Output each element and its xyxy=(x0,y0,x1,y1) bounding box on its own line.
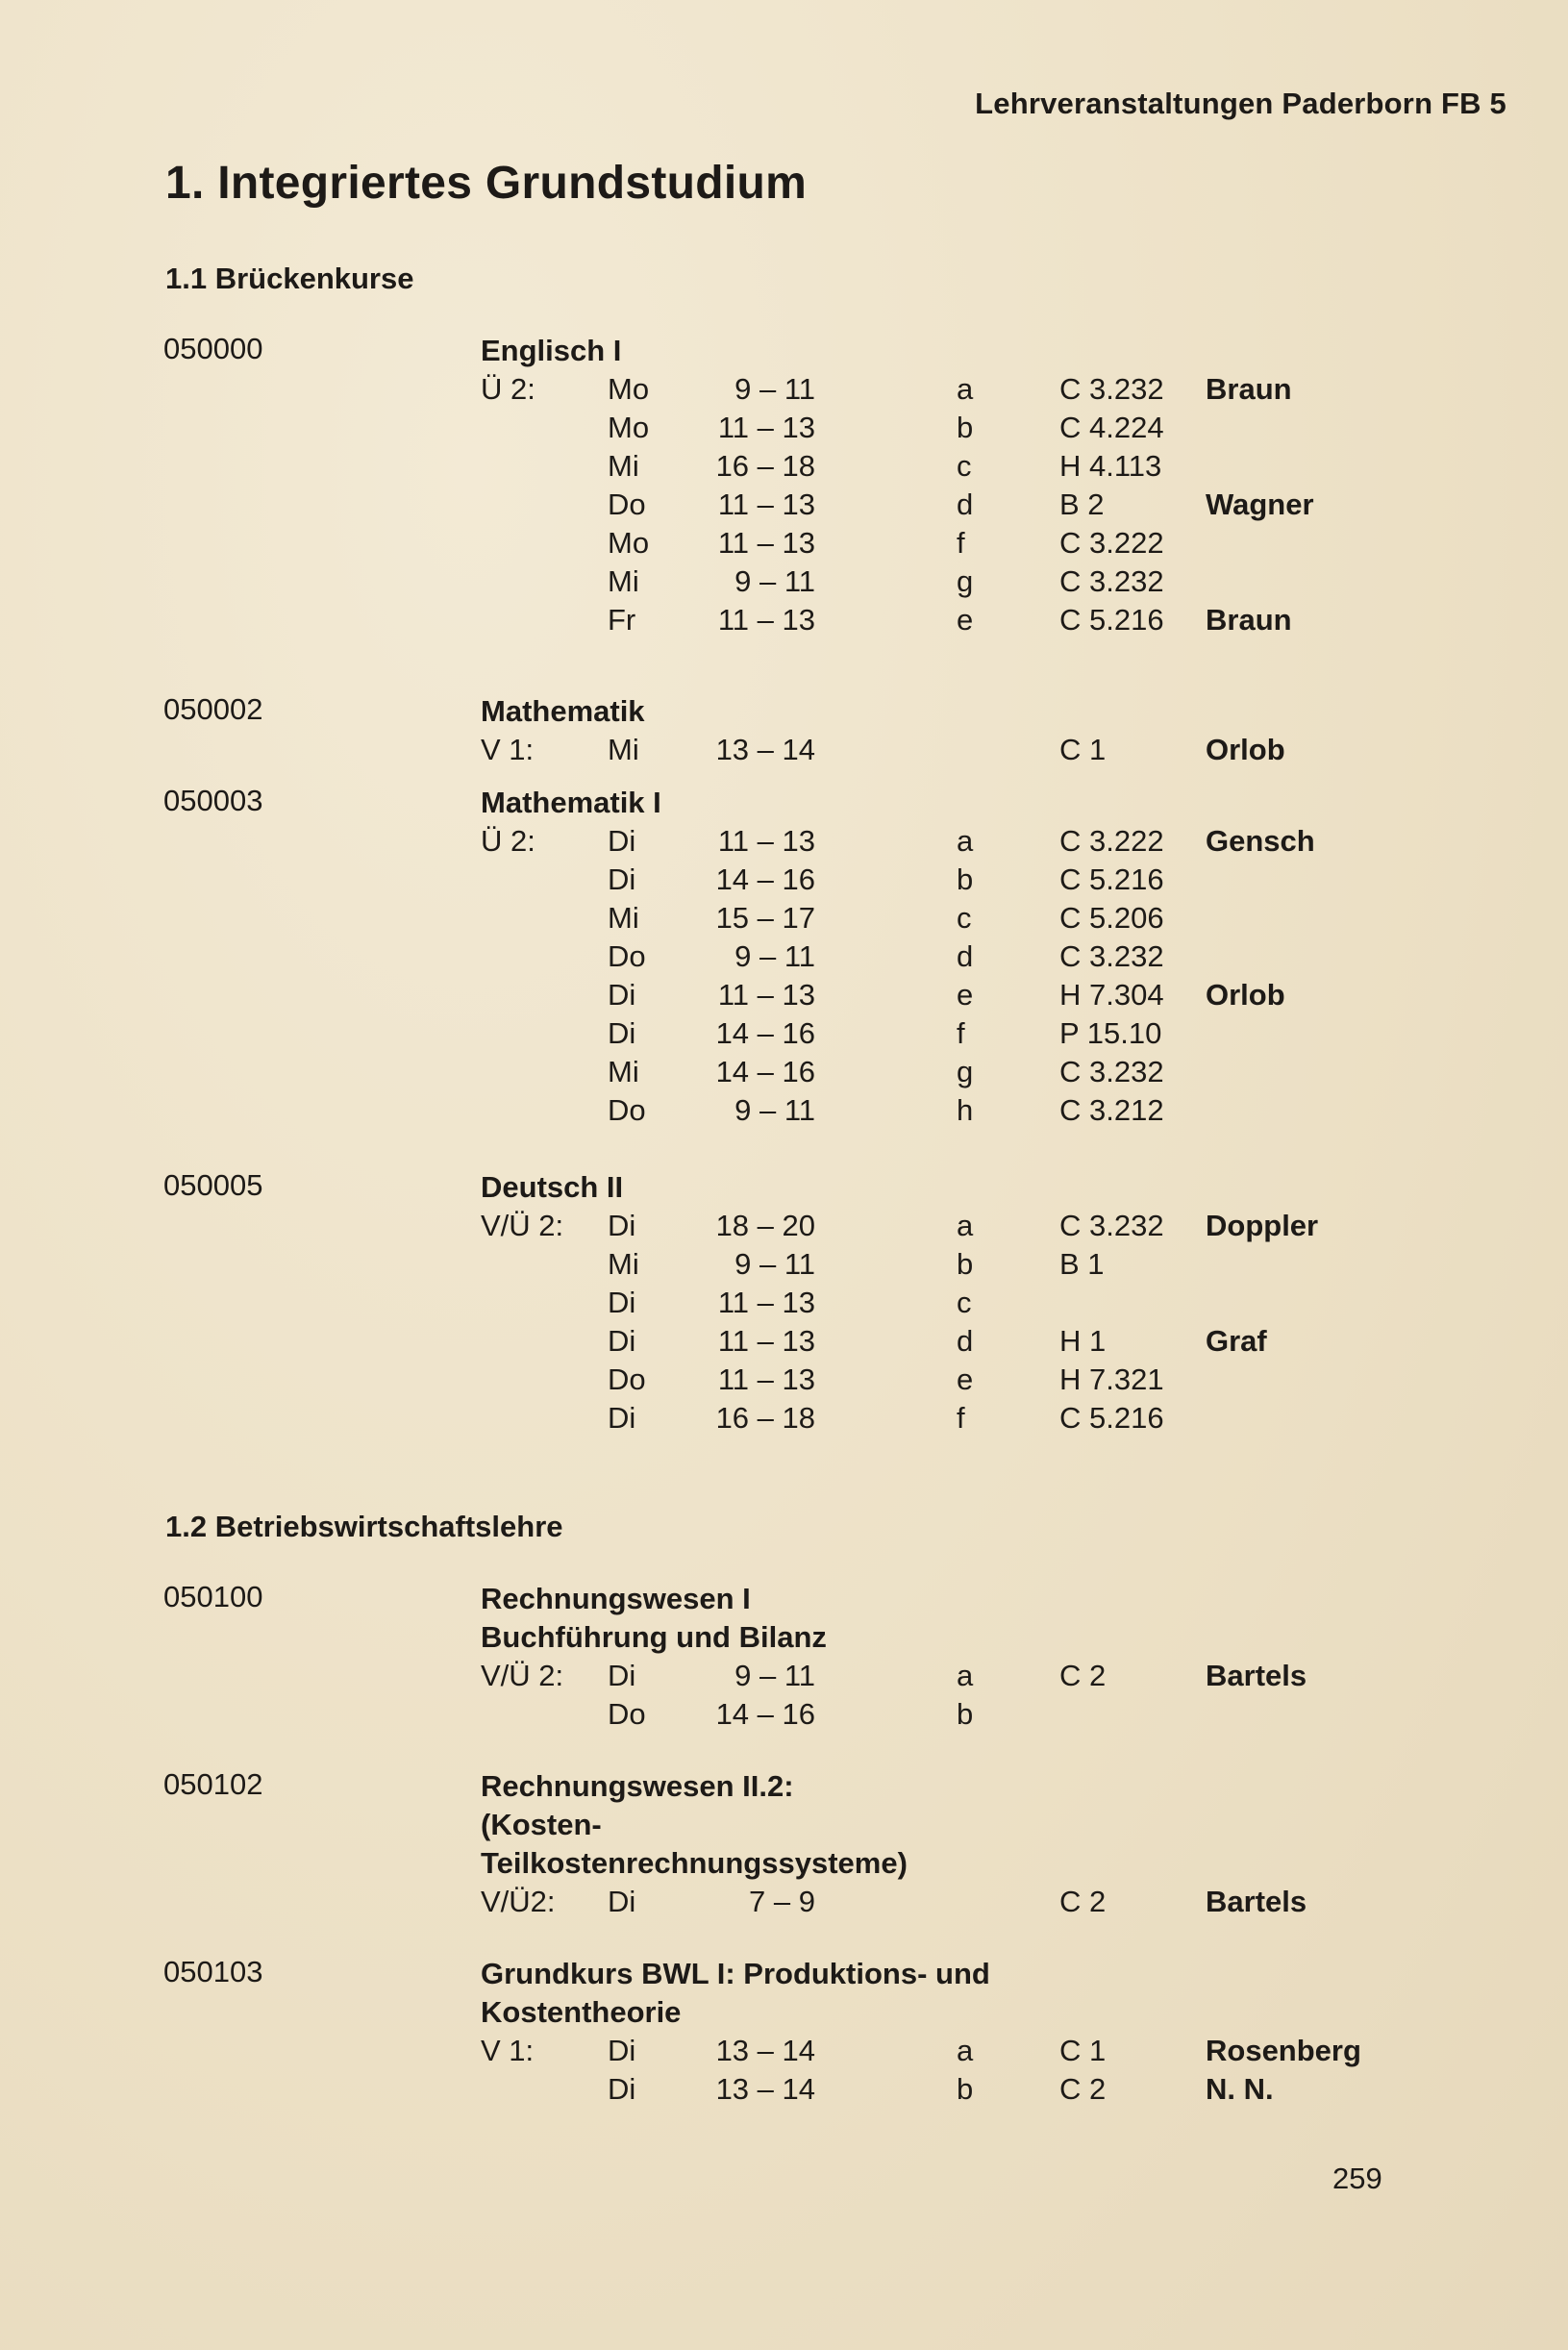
instructor: Braun xyxy=(1206,372,1292,406)
session-type: Ü 2: xyxy=(481,372,535,406)
schedule-row xyxy=(0,1091,1568,1130)
session-type: V/Ü 2: xyxy=(481,1209,564,1242)
weekday: Mo xyxy=(608,411,650,444)
room: H 7.304 xyxy=(1059,978,1164,1012)
room: C 1 xyxy=(1059,733,1107,766)
weekday: Di xyxy=(608,1324,636,1358)
time-slot: 11 – 13 xyxy=(717,1286,815,1319)
instructor: Bartels xyxy=(1206,1659,1307,1692)
schedule-row xyxy=(0,1245,1568,1284)
time-slot: 9 – 11 xyxy=(734,939,815,973)
schedule-row xyxy=(0,938,1568,976)
time-slot: 14 – 16 xyxy=(715,862,815,896)
schedule-row xyxy=(0,370,1568,409)
schedule-row xyxy=(0,1695,1568,1734)
group-letter: b xyxy=(957,1247,974,1281)
room: C 5.216 xyxy=(1059,1401,1164,1435)
instructor: Graf xyxy=(1206,1324,1267,1358)
time-slot: 14 – 16 xyxy=(715,1697,815,1731)
room: B 1 xyxy=(1059,1247,1105,1281)
course-title: Grundkurs BWL I: Produktions- und xyxy=(481,1957,990,1990)
instructor: Gensch xyxy=(1206,824,1315,858)
group-letter: a xyxy=(957,1659,974,1692)
time-slot: 14 – 16 xyxy=(715,1055,815,1088)
weekday: Di xyxy=(608,1401,636,1435)
weekday: Mi xyxy=(608,564,639,598)
room: C 5.216 xyxy=(1059,603,1164,637)
course-title: Buchführung und Bilanz xyxy=(481,1620,827,1654)
schedule-row xyxy=(0,524,1568,562)
weekday: Do xyxy=(608,1362,646,1396)
time-slot: 14 – 16 xyxy=(715,1016,815,1050)
session-type: V 1: xyxy=(481,733,535,766)
course-title: Teilkostenrechnungssysteme) xyxy=(481,1846,908,1880)
group-letter: b xyxy=(957,2072,974,2106)
room: C 5.216 xyxy=(1059,862,1164,896)
instructor: N. N. xyxy=(1206,2072,1274,2106)
session-type: V/Ü 2: xyxy=(481,1659,564,1692)
room: C 1 xyxy=(1059,2034,1107,2067)
weekday: Di xyxy=(608,978,636,1012)
time-slot: 16 – 18 xyxy=(715,449,815,483)
time-slot: 11 – 13 xyxy=(717,526,815,560)
time-slot: 15 – 17 xyxy=(715,901,815,935)
schedule-row xyxy=(0,976,1568,1014)
schedule-row xyxy=(0,601,1568,639)
room: C 2 xyxy=(1059,1659,1107,1692)
room: C 3.232 xyxy=(1059,372,1164,406)
weekday: Di xyxy=(608,1016,636,1050)
group-letter: a xyxy=(957,1209,974,1242)
room: C 3.232 xyxy=(1059,939,1164,973)
schedule-row xyxy=(0,1883,1568,1921)
room: C 3.222 xyxy=(1059,526,1164,560)
time-slot: 18 – 20 xyxy=(715,1209,815,1242)
time-slot: 11 – 13 xyxy=(717,488,815,521)
weekday: Mo xyxy=(608,372,650,406)
course-title: Englisch I xyxy=(481,334,622,367)
schedule-row xyxy=(0,1399,1568,1438)
group-letter: d xyxy=(957,488,974,521)
time-slot: 9 – 11 xyxy=(734,1659,815,1692)
instructor: Doppler xyxy=(1206,1209,1319,1242)
room: C 3.232 xyxy=(1059,564,1164,598)
section-title: 1.2 Betriebswirtschaftslehre xyxy=(165,1510,563,1543)
time-slot: 11 – 13 xyxy=(717,824,815,858)
chapter-title: 1. Integriertes Grundstudium xyxy=(165,158,808,209)
group-letter: c xyxy=(957,1286,972,1319)
instructor: Braun xyxy=(1206,603,1292,637)
schedule-row xyxy=(0,562,1568,601)
room: H 7.321 xyxy=(1059,1362,1164,1396)
schedule-row xyxy=(0,1657,1568,1695)
course-number: 050005 xyxy=(163,1168,263,1202)
time-slot: 13 – 14 xyxy=(715,2034,815,2067)
time-slot: 9 – 11 xyxy=(734,1247,815,1281)
time-slot: 11 – 13 xyxy=(717,411,815,444)
instructor: Wagner xyxy=(1206,488,1314,521)
time-slot: 9 – 11 xyxy=(734,1093,815,1127)
group-letter: e xyxy=(957,978,974,1012)
group-letter: f xyxy=(957,1016,965,1050)
weekday: Di xyxy=(608,862,636,896)
time-slot: 13 – 14 xyxy=(715,733,815,766)
weekday: Di xyxy=(608,1659,636,1692)
instructor: Rosenberg xyxy=(1206,2034,1361,2067)
group-letter: b xyxy=(957,1697,974,1731)
group-letter: a xyxy=(957,372,974,406)
room: B 2 xyxy=(1059,488,1105,521)
schedule-row xyxy=(0,731,1568,769)
group-letter: a xyxy=(957,824,974,858)
room: C 5.206 xyxy=(1059,901,1164,935)
session-type: Ü 2: xyxy=(481,824,535,858)
weekday: Mi xyxy=(608,1055,639,1088)
time-slot: 7 – 9 xyxy=(749,1885,815,1918)
course-number: 050102 xyxy=(163,1767,263,1801)
course-title: Rechnungswesen II.2: xyxy=(481,1769,794,1803)
course-number: 050002 xyxy=(163,692,263,726)
course-number: 050103 xyxy=(163,1955,263,1988)
group-letter: f xyxy=(957,1401,965,1435)
section-title: 1.1 Brückenkurse xyxy=(165,262,414,295)
weekday: Di xyxy=(608,824,636,858)
room: C 2 xyxy=(1059,1885,1107,1918)
schedule-row xyxy=(0,409,1568,447)
group-letter: c xyxy=(957,449,972,483)
weekday: Do xyxy=(608,939,646,973)
time-slot: 11 – 13 xyxy=(717,978,815,1012)
group-letter: g xyxy=(957,1055,974,1088)
weekday: Fr xyxy=(608,603,636,637)
schedule-row xyxy=(0,899,1568,938)
instructor: Bartels xyxy=(1206,1885,1307,1918)
schedule-row xyxy=(0,1361,1568,1399)
session-type: V 1: xyxy=(481,2034,535,2067)
weekday: Di xyxy=(608,2072,636,2106)
group-letter: g xyxy=(957,564,974,598)
weekday: Mi xyxy=(608,449,639,483)
schedule-row xyxy=(0,861,1568,899)
schedule-row xyxy=(0,822,1568,861)
time-slot: 9 – 11 xyxy=(734,564,815,598)
time-slot: 11 – 13 xyxy=(717,1324,815,1358)
schedule-row xyxy=(0,486,1568,524)
time-slot: 13 – 14 xyxy=(715,2072,815,2106)
session-type: V/Ü2: xyxy=(481,1885,556,1918)
room: C 3.232 xyxy=(1059,1055,1164,1088)
course-title: Deutsch II xyxy=(481,1170,624,1204)
weekday: Di xyxy=(608,1209,636,1242)
schedule-row xyxy=(0,447,1568,486)
group-letter: h xyxy=(957,1093,974,1127)
schedule-row xyxy=(0,2070,1568,2109)
schedule-row xyxy=(0,1322,1568,1361)
group-letter: a xyxy=(957,2034,974,2067)
room: H 1 xyxy=(1059,1324,1107,1358)
schedule-row xyxy=(0,1207,1568,1245)
time-slot: 11 – 13 xyxy=(717,1362,815,1396)
group-letter: b xyxy=(957,862,974,896)
schedule-row xyxy=(0,2032,1568,2070)
weekday: Di xyxy=(608,1885,636,1918)
group-letter: d xyxy=(957,1324,974,1358)
weekday: Di xyxy=(608,1286,636,1319)
weekday: Do xyxy=(608,1093,646,1127)
group-letter: f xyxy=(957,526,965,560)
instructor: Orlob xyxy=(1206,978,1285,1012)
course-number: 050000 xyxy=(163,332,263,365)
time-slot: 11 – 13 xyxy=(717,603,815,637)
group-letter: b xyxy=(957,411,974,444)
weekday: Mi xyxy=(608,1247,639,1281)
course-title: (Kosten- xyxy=(481,1808,602,1841)
group-letter: e xyxy=(957,1362,974,1396)
weekday: Mo xyxy=(608,526,650,560)
instructor: Orlob xyxy=(1206,733,1285,766)
weekday: Do xyxy=(608,1697,646,1731)
room: P 15.10 xyxy=(1059,1016,1162,1050)
group-letter: c xyxy=(957,901,972,935)
weekday: Mi xyxy=(608,733,639,766)
page-number: 259 xyxy=(1332,2162,1382,2195)
room: C 4.224 xyxy=(1059,411,1164,444)
course-title: Rechnungswesen I xyxy=(481,1582,751,1615)
weekday: Mi xyxy=(608,901,639,935)
room: C 3.222 xyxy=(1059,824,1164,858)
course-title: Mathematik xyxy=(481,694,645,728)
course-title: Kostentheorie xyxy=(481,1995,682,2029)
course-number: 050003 xyxy=(163,784,263,817)
time-slot: 9 – 11 xyxy=(734,372,815,406)
course-title: Mathematik I xyxy=(481,786,661,819)
schedule-row xyxy=(0,1014,1568,1053)
room: C 2 xyxy=(1059,2072,1107,2106)
schedule-row xyxy=(0,1053,1568,1091)
group-letter: e xyxy=(957,603,974,637)
group-letter: d xyxy=(957,939,974,973)
weekday: Di xyxy=(608,2034,636,2067)
weekday: Do xyxy=(608,488,646,521)
running-header: Lehrveranstaltungen Paderborn FB 5 xyxy=(975,87,1506,120)
room: H 4.113 xyxy=(1059,449,1162,483)
room: C 3.232 xyxy=(1059,1209,1164,1242)
time-slot: 16 – 18 xyxy=(715,1401,815,1435)
schedule-row xyxy=(0,1284,1568,1322)
room: C 3.212 xyxy=(1059,1093,1164,1127)
course-number: 050100 xyxy=(163,1580,263,1613)
